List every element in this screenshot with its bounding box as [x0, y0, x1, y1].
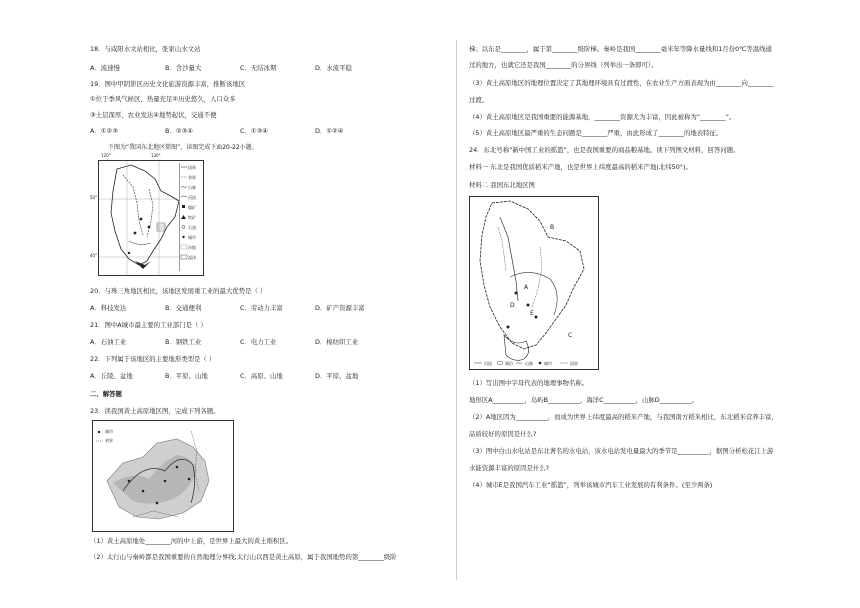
- q19-option-c: C．①③④: [240, 127, 269, 135]
- map3-legend-lake: 湖泊: [505, 361, 513, 366]
- map3-label-e: E: [530, 310, 534, 317]
- map3-legend-city: 城市: [544, 361, 552, 366]
- legend-symbols: [180, 163, 202, 271]
- column-divider: [456, 40, 457, 580]
- map3-legend-mountain: 山脉: [525, 361, 533, 366]
- q20-option-a: A．科技发达: [90, 304, 127, 312]
- q24-sub1a: （1）写出图中字母代表的地理事物名称。: [469, 379, 589, 387]
- q23-cont-line2: 过的地方，也就它还是我国________的分界线（列举出一条即可）。: [469, 61, 658, 69]
- loess-plateau-map: [92, 420, 234, 532]
- q22-option-a: A．丘陵、盆地: [90, 372, 133, 380]
- q24-sub2a: （2）A地区因为__________，而成为世界上纬度最高的稻米产地，与我国南方稻米相比，东北稻米营养丰富、: [469, 413, 778, 421]
- q20-option-b: B．交通便利: [165, 304, 202, 312]
- loess-map-drawing: [93, 421, 233, 531]
- q22-option-b: B．平原、山地: [165, 372, 208, 380]
- q24-sub4: （4）城市E是我国汽车工业“摇篮”，列举该城市汽车工业发展的有利条件。(至少两条): [469, 481, 713, 489]
- northeast-china-map: [90, 153, 204, 276]
- map3-label-c: C: [568, 332, 573, 339]
- q23-sub3a: （3）黄土高原地区的地理位置决定了其地理环境具有过渡性，在农业生产方面表现为由________向________: [469, 79, 774, 87]
- q19-stem: 19．图中甲阴影区历史文化旅游资源丰富，推断该地区: [90, 80, 246, 88]
- q19-item-1: ①位于季风气候区，热量充足②历史悠久，人口众多: [90, 95, 236, 103]
- northeast-region-map: [469, 196, 599, 370]
- q22-stem: 22．下列属于该地区的主要地形类型是（ ）: [90, 355, 216, 363]
- q22-option-d: D．平原、盆地: [315, 372, 359, 380]
- q23-sub3b: 过渡。: [469, 96, 489, 104]
- q21-option-c: C．电力工业: [240, 338, 277, 346]
- q19-option-d: D．①②④: [315, 127, 344, 135]
- legend-iron: 铁矿: [188, 215, 196, 220]
- q18-option-c: C．无结冰期: [240, 64, 277, 72]
- q24-material1: 材料一 东北是我国优质稻米产地，也是世界上纬度最高的稻米产地(北纬50°)。: [469, 163, 692, 171]
- legend-sand: 沙地: [188, 245, 196, 250]
- map1-tick-top-1: 120°: [101, 153, 111, 158]
- q23-sub4: （4）黄土高原地区是我国重要的能源基地，________资源尤为丰富，因此被称为“________”。: [469, 113, 736, 121]
- legend-river: 河流: [188, 195, 196, 200]
- map1-legend: [179, 163, 202, 271]
- q23-stem: 23．读我国黄土高原地区图，完成下列各题。: [90, 407, 220, 415]
- q19-option-b: B．②③④: [165, 127, 193, 135]
- legend-coal: 煤矿: [188, 205, 196, 210]
- q21-option-b: B．钢铁工业: [165, 338, 202, 346]
- q24-sub3a: （3）图中白山水电站是东北著名的水电站，该水电站发电量最大的季节是__________，据图分析松花江上游: [469, 447, 774, 455]
- map3-label-b: B: [550, 224, 555, 231]
- map3-label-d: D: [510, 302, 515, 309]
- map1-tick-left-1: 50°: [90, 195, 98, 200]
- map1-intro: 下图为“我国东北地区简图”，读图完成下面20-22小题。: [108, 144, 258, 151]
- q22-option-c: C．高原、山地: [240, 372, 283, 380]
- q24-sub1b: 地形区A__________，岛屿B__________，海洋C__________，山脉D__________。: [469, 396, 699, 404]
- legend-province-border: 省界: [188, 175, 196, 180]
- q23-sub1: （1）黄土高原地处________河的中上游，是世界上最大的黄土堆积区。: [90, 537, 293, 545]
- q18-option-a: A．流速慢: [90, 64, 120, 72]
- q23-cont-line1: 梯；以东是________，属于第________级阶梯。秦岭是我国________毫米年等降水量线和1月份0℃等温线通: [469, 45, 772, 53]
- q20-option-c: C．劳动力丰富: [240, 304, 283, 312]
- legend-oil: 石油: [188, 225, 196, 230]
- q18-option-b: B．含沙量大: [165, 64, 202, 72]
- map3-legend-border: 国界: [570, 361, 578, 366]
- legend-city: 城市: [188, 235, 196, 240]
- q18-stem: 18．与咸阳水文站相比，张家山水文站: [90, 45, 201, 53]
- map1-tick-top-2: 130°: [151, 153, 161, 158]
- q21-option-a: A．石油工业: [90, 338, 127, 346]
- q20-stem: 20．与珠三角地区相比，该地区发展重工业的最大优势是（ ）: [90, 287, 267, 295]
- northeast-region-drawing: [470, 197, 598, 369]
- q24-sub2b: 品质较好的原因是什么?: [469, 430, 537, 438]
- q21-stem: 21．图中A城市最主要的工业部门是（ ）: [90, 321, 207, 329]
- q19-item-2: ③土层深厚，农业发达④地势起伏，交通不便: [90, 111, 217, 119]
- legend-marsh: 湿泽: [188, 255, 196, 260]
- map2-legend-city: 城市: [105, 429, 113, 434]
- q24-stem: 24．东北号称“新中国工业的摇篮”，也是我国重要的商品粮基地。读下列图文材料，回答问题。: [469, 146, 740, 154]
- section-answer-heading: 二、解答题: [90, 390, 122, 398]
- q19-option-a: A．①②③: [90, 127, 118, 135]
- q20-option-d: D．矿产资源丰富: [315, 304, 365, 312]
- map2-legend-province: 省界: [105, 438, 113, 443]
- q23-sub2: （2）太行山与秦岭都是我国重要的自然地理分界线;太行山以西是黄土高原，属于我国地势的第________级阶: [90, 553, 397, 561]
- legend-mountain: 山脉: [188, 185, 196, 190]
- q24-sub3b: 水能资源丰富的原因是什么?: [469, 464, 550, 472]
- q23-sub5: （5）黄土高原地区最严重的生态问题是________严重，由此形成了________的地表特征。: [469, 129, 723, 137]
- map3-label-a: A: [524, 284, 529, 291]
- map3-legend-river: 河流: [484, 361, 492, 366]
- map1-tick-left-2: 40°: [90, 253, 98, 258]
- q21-option-d: D．棉纺织工业: [315, 338, 359, 346]
- q18-option-d: D．水流平稳: [315, 64, 352, 72]
- q24-material2: 材料二 我国东北地区图: [469, 181, 535, 189]
- legend-national-border: 国界: [188, 165, 196, 170]
